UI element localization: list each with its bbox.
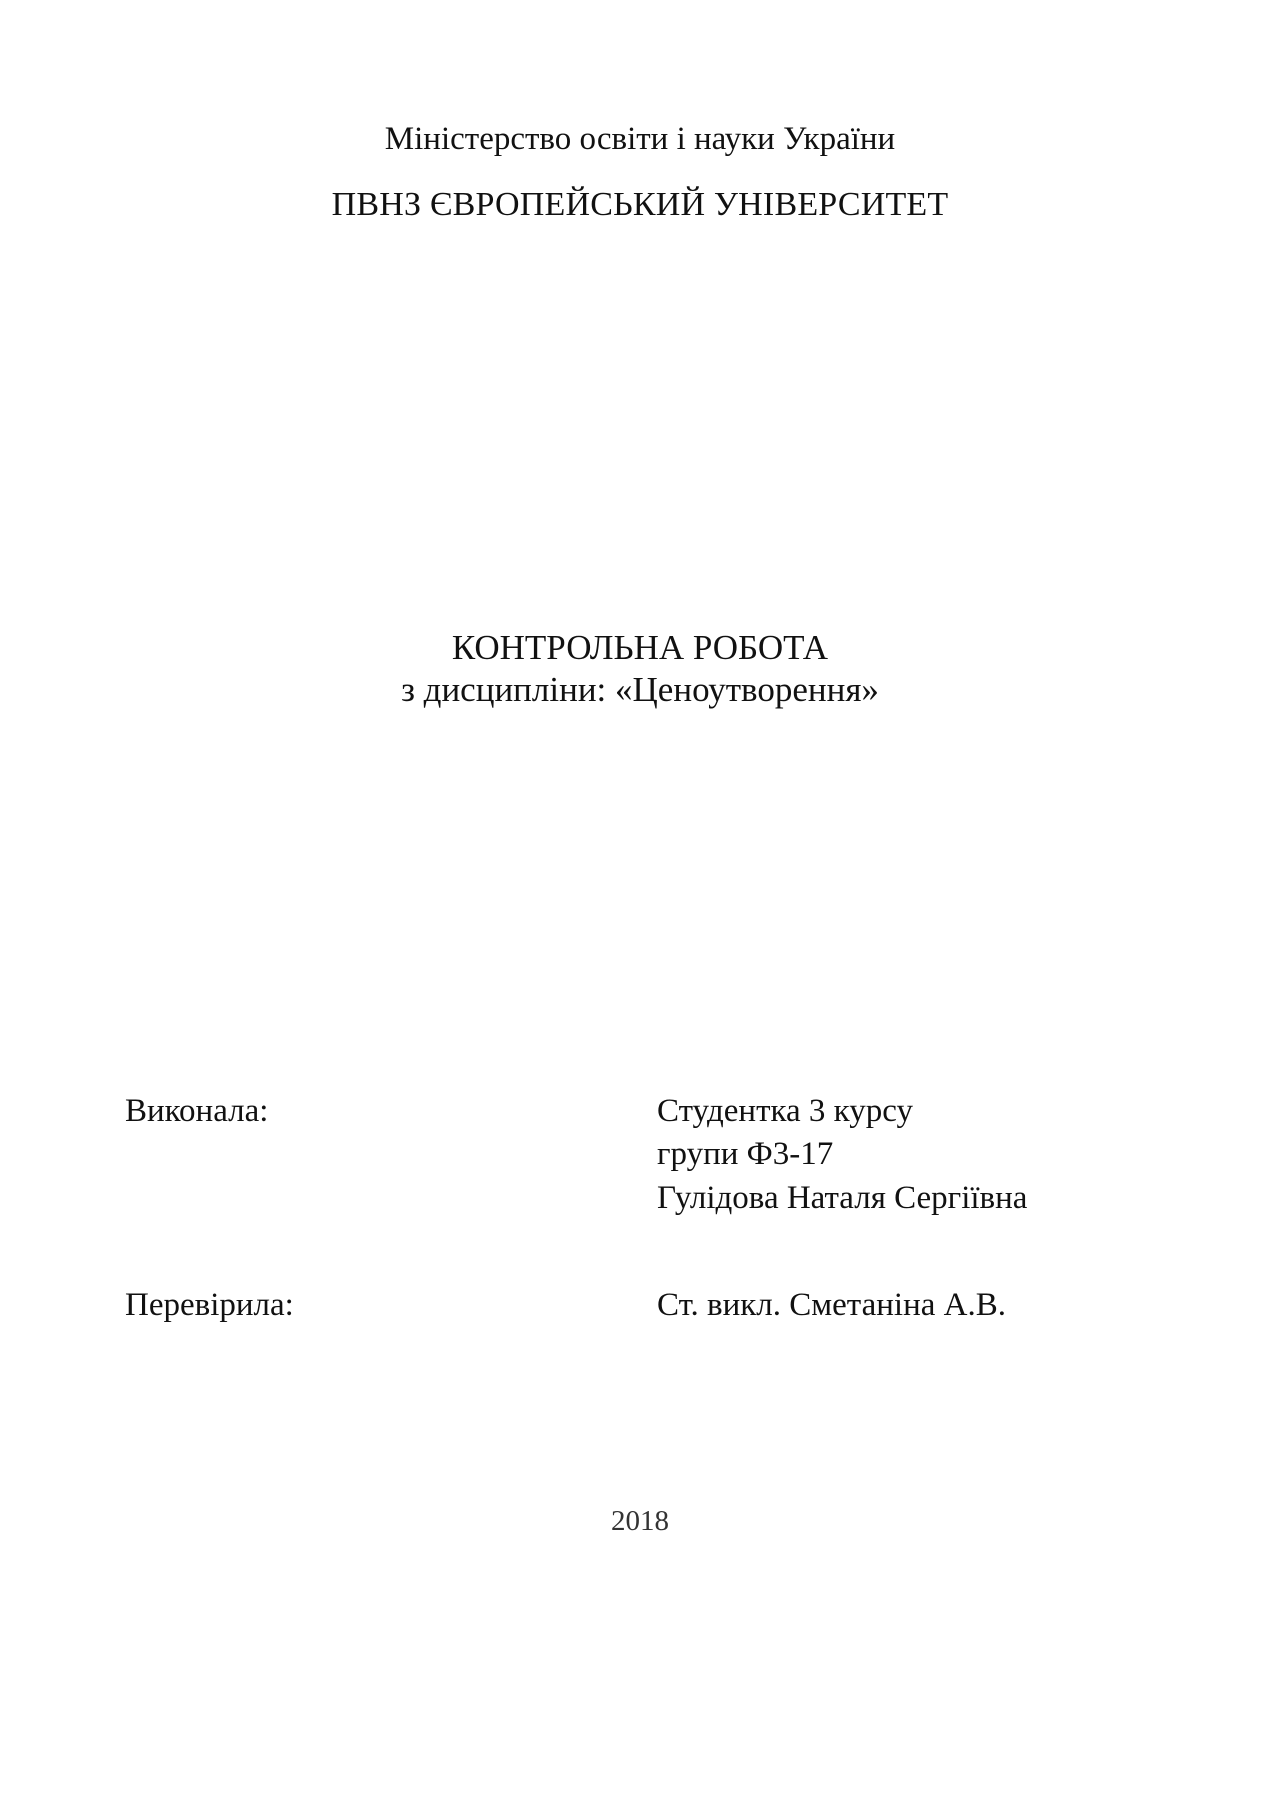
discipline-line: з дисципліни: «Ценоутворення» (401, 670, 879, 709)
ministry-heading: Міністерство освіти і науки України (384, 121, 896, 157)
done-by-label: Виконала: (125, 1093, 269, 1129)
teacher-name: Ст. викл. Сметаніна А.В. (657, 1287, 1006, 1323)
checked-by-label: Перевірила: (125, 1287, 294, 1323)
student-name: Гулідова Наталя Сергіївна (657, 1180, 1028, 1216)
student-course: Студентка 3 курсу (657, 1093, 913, 1129)
work-title: КОНТРОЛЬНА РОБОТА (451, 628, 829, 667)
student-group: групи Ф3-17 (657, 1136, 834, 1172)
year: 2018 (611, 1505, 669, 1537)
university-heading: ПВНЗ ЄВРОПЕЙСЬКИЙ УНІВЕРСИТЕТ (331, 186, 949, 223)
